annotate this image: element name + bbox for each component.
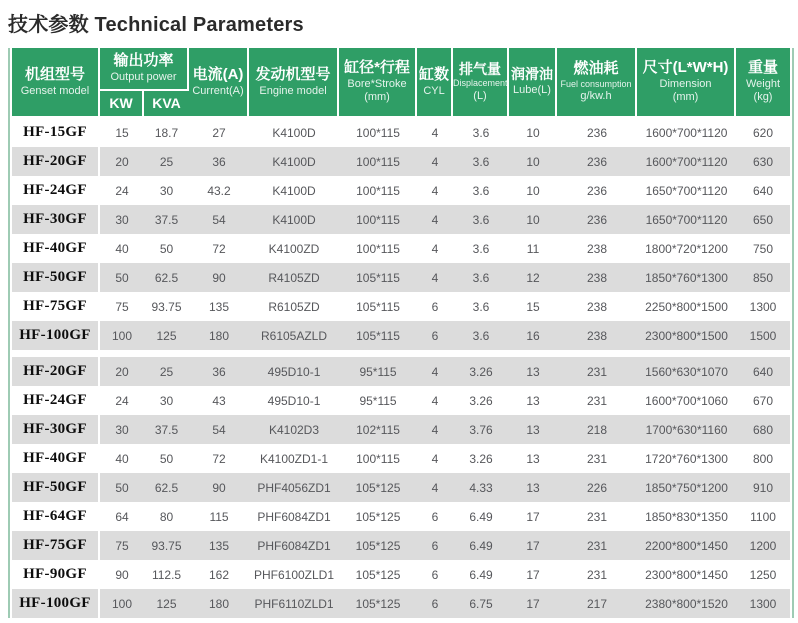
cell-bore-stroke: 100*115 [339,234,417,263]
cell-dimension: 1600*700*1120 [637,147,736,176]
cell-cyl: 6 [417,589,453,618]
col-engine-model-en: Engine model [259,84,327,97]
cell-displacement: 6.49 [453,502,509,531]
cell-engine: K4100D [249,147,339,176]
cell-kva: 93.75 [144,531,189,560]
col-displacement [453,48,509,118]
cell-kva: 37.5 [144,415,189,444]
cell-model: HF-24GF [12,386,100,415]
cell-kva: 30 [144,176,189,205]
cell-model: HF-64GF [12,502,100,531]
cell-model: HF-20GF [12,147,100,176]
cell-model: HF-75GF [12,531,100,560]
cell-displacement: 3.26 [453,444,509,473]
cell-kva: 62.5 [144,263,189,292]
col-kw: KW [100,91,144,118]
cell-dimension: 2300*800*1450 [637,560,736,589]
col-current [189,48,249,118]
col-output-power-en: Output power [110,71,177,84]
table-row [12,444,790,473]
cell-dimension: 1560*630*1070 [637,357,736,386]
cell-kw: 40 [100,444,144,473]
cell-current: 135 [189,531,249,560]
cell-displacement: 3.6 [453,118,509,147]
cell-cyl: 4 [417,473,453,502]
table-row [12,147,790,176]
cell-displacement: 3.6 [453,321,509,350]
cell-current: 90 [189,473,249,502]
cell-lube: 13 [509,415,557,444]
col-dimension [637,48,736,118]
cell-lube: 15 [509,292,557,321]
cell-fuel: 231 [557,531,637,560]
cell-engine: K4100D [249,176,339,205]
cell-cyl: 4 [417,357,453,386]
cell-weight: 630 [736,147,790,176]
separator-cell [12,350,790,357]
cell-current: 54 [189,205,249,234]
cell-model: HF-75GF [12,292,100,321]
cell-lube: 13 [509,473,557,502]
cell-weight: 1100 [736,502,790,531]
cell-weight: 800 [736,444,790,473]
group-separator [12,350,790,357]
cell-fuel: 238 [557,292,637,321]
cell-model: HF-100GF [12,321,100,350]
table-row [12,176,790,205]
cell-dimension: 1650*700*1120 [637,176,736,205]
cell-engine: R6105AZLD [249,321,339,350]
cell-cyl: 4 [417,205,453,234]
cell-weight: 640 [736,357,790,386]
col-displacement-unit: (L) [473,89,487,102]
cell-model: HF-24GF [12,176,100,205]
cell-weight: 750 [736,234,790,263]
cell-current: 54 [189,415,249,444]
cell-fuel: 236 [557,205,637,234]
cell-kw: 40 [100,234,144,263]
table-row [12,357,790,386]
cell-displacement: 6.49 [453,531,509,560]
cell-dimension: 1800*720*1200 [637,234,736,263]
separator-row [12,350,790,357]
cell-bore-stroke: 105*125 [339,473,417,502]
cell-engine: PHF6110ZLD1 [249,589,339,618]
cell-cyl: 4 [417,147,453,176]
cell-kva: 125 [144,589,189,618]
cell-current: 115 [189,502,249,531]
cell-dimension: 2250*800*1500 [637,292,736,321]
col-weight-unit: (kg) [753,91,773,104]
cell-kw: 20 [100,147,144,176]
cell-dimension: 1650*700*1120 [637,205,736,234]
cell-displacement: 3.76 [453,415,509,444]
col-lube [509,48,557,118]
cell-bore-stroke: 100*115 [339,205,417,234]
cell-bore-stroke: 100*115 [339,147,417,176]
cell-lube: 10 [509,205,557,234]
parameters-table [8,48,794,618]
cell-kva: 80 [144,502,189,531]
cell-fuel: 236 [557,118,637,147]
cell-model: HF-100GF [12,589,100,618]
group-1-rows [12,118,790,350]
cell-bore-stroke: 105*115 [339,263,417,292]
cell-engine: PHF6084ZD1 [249,502,339,531]
cell-lube: 12 [509,263,557,292]
col-cyl-en: CYL [423,84,445,97]
cell-kw: 100 [100,589,144,618]
cell-engine: K4100ZD1-1 [249,444,339,473]
cell-lube: 17 [509,589,557,618]
spec-table [12,48,790,618]
cell-dimension: 1600*700*1120 [637,118,736,147]
cell-fuel: 231 [557,502,637,531]
cell-kva: 62.5 [144,473,189,502]
col-weight-en: Weight [745,77,781,90]
cell-kw: 50 [100,473,144,502]
col-genset-model-en: Genset model [20,84,90,97]
col-displacement-en: Displacement [453,78,508,89]
col-bore-stroke-en: Bore*Stroke [347,77,407,90]
cell-weight: 670 [736,386,790,415]
cell-model: HF-30GF [12,415,100,444]
cell-current: 36 [189,357,249,386]
col-dimension-zh: 尺寸(L*W*H) [642,58,729,76]
cell-engine: K4100D [249,205,339,234]
table-row [12,118,790,147]
cell-lube: 16 [509,321,557,350]
table-row [12,589,790,618]
cell-kva: 50 [144,444,189,473]
cell-weight: 680 [736,415,790,444]
cell-dimension: 1850*750*1200 [637,473,736,502]
col-displacement-zh: 排气量 [459,60,502,77]
cell-current: 72 [189,444,249,473]
cell-current: 72 [189,234,249,263]
cell-kw: 50 [100,263,144,292]
cell-fuel: 238 [557,321,637,350]
col-fuel-consumption-unit: g/kw.h [580,90,612,103]
cell-cyl: 4 [417,234,453,263]
table-row [12,473,790,502]
col-engine-model [249,48,339,118]
cell-lube: 17 [509,531,557,560]
page-title: 技术参数 Technical Parameters [8,14,304,36]
cell-fuel: 218 [557,415,637,444]
table-row [12,205,790,234]
table-row [12,234,790,263]
col-kva: KVA [144,91,189,118]
cell-kva: 50 [144,234,189,263]
col-cyl [417,48,453,118]
cell-weight: 1500 [736,321,790,350]
cell-displacement: 3.26 [453,386,509,415]
cell-model: HF-90GF [12,560,100,589]
cell-weight: 910 [736,473,790,502]
col-lube-zh: 润滑油 [511,66,554,83]
cell-kva: 37.5 [144,205,189,234]
cell-displacement: 4.33 [453,473,509,502]
cell-engine: 495D10-1 [249,357,339,386]
cell-dimension: 1700*630*1160 [637,415,736,444]
table-row [12,292,790,321]
cell-cyl: 4 [417,118,453,147]
cell-weight: 620 [736,118,790,147]
cell-engine: R4105ZD [249,263,339,292]
table-row [12,415,790,444]
cell-lube: 17 [509,560,557,589]
cell-bore-stroke: 95*115 [339,386,417,415]
table-row [12,263,790,292]
cell-current: 135 [189,292,249,321]
cell-cyl: 4 [417,386,453,415]
cell-fuel: 238 [557,234,637,263]
col-dimension-en: Dimension [659,77,712,90]
cell-engine: PHF4056ZD1 [249,473,339,502]
col-output-power-zh: 输出功率 [113,52,174,70]
cell-weight: 1250 [736,560,790,589]
cell-dimension: 1720*760*1300 [637,444,736,473]
cell-engine: PHF6084ZD1 [249,531,339,560]
cell-model: HF-20GF [12,357,100,386]
col-current-en: Current(A) [192,84,244,97]
table-row [12,502,790,531]
cell-fuel: 236 [557,176,637,205]
cell-bore-stroke: 100*115 [339,444,417,473]
col-dimension-unit: (mm) [672,91,699,104]
cell-dimension: 1850*760*1300 [637,263,736,292]
cell-dimension: 2380*800*1520 [637,589,736,618]
cell-lube: 17 [509,502,557,531]
cell-displacement: 3.6 [453,292,509,321]
col-genset-model [12,48,100,118]
col-current-zh: 电流(A) [192,65,244,83]
cell-fuel: 231 [557,444,637,473]
cell-engine: 495D10-1 [249,386,339,415]
col-bore-stroke [339,48,417,118]
cell-lube: 10 [509,176,557,205]
cell-bore-stroke: 105*125 [339,560,417,589]
cell-dimension: 2300*800*1500 [637,321,736,350]
cell-bore-stroke: 100*115 [339,176,417,205]
cell-model: HF-15GF [12,118,100,147]
cell-kw: 15 [100,118,144,147]
cell-current: 27 [189,118,249,147]
col-fuel-consumption [557,48,637,118]
col-engine-model-zh: 发动机型号 [255,65,331,83]
cell-cyl: 4 [417,263,453,292]
cell-cyl: 6 [417,531,453,560]
cell-model: HF-50GF [12,473,100,502]
cell-kva: 112.5 [144,560,189,589]
col-output-power [100,48,189,91]
cell-kva: 25 [144,147,189,176]
cell-weight: 1300 [736,589,790,618]
cell-cyl: 6 [417,560,453,589]
cell-kw: 30 [100,415,144,444]
cell-fuel: 231 [557,357,637,386]
cell-bore-stroke: 95*115 [339,357,417,386]
cell-cyl: 6 [417,321,453,350]
cell-cyl: 6 [417,292,453,321]
cell-lube: 13 [509,386,557,415]
col-cyl-zh: 缸数 [419,65,450,83]
cell-displacement: 3.6 [453,147,509,176]
table-header [12,48,790,118]
cell-lube: 11 [509,234,557,263]
cell-current: 36 [189,147,249,176]
cell-bore-stroke: 102*115 [339,415,417,444]
cell-displacement: 6.49 [453,560,509,589]
table-row [12,560,790,589]
cell-current: 180 [189,321,249,350]
cell-kw: 20 [100,357,144,386]
cell-model: HF-30GF [12,205,100,234]
cell-lube: 10 [509,118,557,147]
cell-displacement: 3.6 [453,205,509,234]
cell-weight: 1200 [736,531,790,560]
cell-engine: R6105ZD [249,292,339,321]
cell-fuel: 231 [557,560,637,589]
cell-current: 90 [189,263,249,292]
cell-displacement: 3.6 [453,263,509,292]
cell-kw: 75 [100,531,144,560]
cell-cyl: 4 [417,415,453,444]
cell-engine: K4102D3 [249,415,339,444]
col-weight [736,48,790,118]
cell-cyl: 4 [417,176,453,205]
cell-engine: PHF6100ZLD1 [249,560,339,589]
col-lube-en: Lube(L) [513,83,551,96]
cell-current: 43.2 [189,176,249,205]
cell-bore-stroke: 105*125 [339,531,417,560]
cell-lube: 10 [509,147,557,176]
cell-fuel: 226 [557,473,637,502]
cell-current: 180 [189,589,249,618]
cell-engine: K4100ZD [249,234,339,263]
cell-weight: 650 [736,205,790,234]
cell-lube: 13 [509,357,557,386]
cell-kva: 30 [144,386,189,415]
cell-kw: 30 [100,205,144,234]
cell-kw: 100 [100,321,144,350]
cell-bore-stroke: 105*125 [339,502,417,531]
cell-model: HF-50GF [12,263,100,292]
col-bore-stroke-zh: 缸径*行程 [344,58,410,76]
cell-kva: 18.7 [144,118,189,147]
col-weight-zh: 重量 [748,58,779,76]
cell-displacement: 6.75 [453,589,509,618]
cell-weight: 850 [736,263,790,292]
col-fuel-consumption-zh: 燃油耗 [573,60,619,78]
col-genset-model-zh: 机组型号 [24,65,85,83]
cell-fuel: 236 [557,147,637,176]
cell-displacement: 3.26 [453,357,509,386]
cell-dimension: 1850*830*1350 [637,502,736,531]
table-row [12,321,790,350]
cell-displacement: 3.6 [453,176,509,205]
cell-displacement: 3.6 [453,234,509,263]
cell-current: 43 [189,386,249,415]
table-row [12,386,790,415]
cell-dimension: 2200*800*1450 [637,531,736,560]
cell-lube: 13 [509,444,557,473]
col-fuel-consumption-en: Fuel consumption [560,78,632,89]
cell-fuel: 238 [557,263,637,292]
cell-kw: 75 [100,292,144,321]
cell-bore-stroke: 105*115 [339,292,417,321]
cell-kva: 93.75 [144,292,189,321]
cell-model: HF-40GF [12,444,100,473]
cell-kw: 90 [100,560,144,589]
cell-engine: K4100D [249,118,339,147]
cell-cyl: 6 [417,502,453,531]
cell-bore-stroke: 105*125 [339,589,417,618]
cell-bore-stroke: 100*115 [339,118,417,147]
cell-fuel: 217 [557,589,637,618]
cell-fuel: 231 [557,386,637,415]
cell-current: 162 [189,560,249,589]
cell-kva: 125 [144,321,189,350]
cell-kva: 25 [144,357,189,386]
col-bore-stroke-unit: (mm) [364,91,390,104]
cell-dimension: 1600*700*1060 [637,386,736,415]
cell-weight: 640 [736,176,790,205]
cell-weight: 1300 [736,292,790,321]
cell-cyl: 4 [417,444,453,473]
group-2-rows [12,357,790,618]
cell-kw: 64 [100,502,144,531]
cell-bore-stroke: 105*115 [339,321,417,350]
cell-kw: 24 [100,386,144,415]
table-row [12,531,790,560]
cell-model: HF-40GF [12,234,100,263]
cell-kw: 24 [100,176,144,205]
